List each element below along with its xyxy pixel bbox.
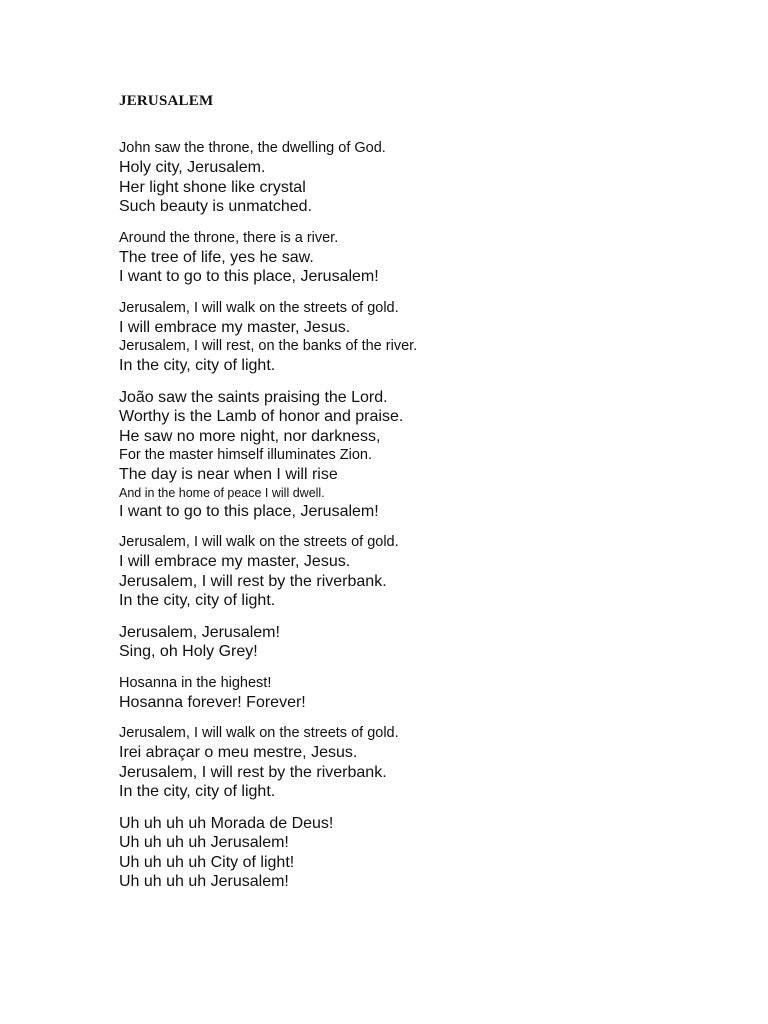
lyric-line: Irei abraçar o meu mestre, Jesus.: [119, 744, 358, 761]
lyric-line: I will embrace my master, Jesus.: [119, 318, 351, 336]
lyric-line: Hosanna forever! Forever!: [119, 693, 306, 711]
lyric-line: In the city, city of light.: [119, 592, 276, 609]
stanza: [119, 724, 739, 802]
lyric-line: In the city, city of light.: [119, 357, 276, 374]
lyric-line: For the master himself illuminates Zion.: [119, 447, 373, 463]
lyric-line: The day is near when I will rise: [119, 466, 338, 483]
lyric-line: Her light shone like crystal: [119, 178, 306, 196]
lyric-line: Jerusalem, I will walk on the streets of gold.: [119, 534, 399, 550]
stanza: [119, 139, 739, 217]
stanza: [119, 623, 739, 662]
stanza: [119, 674, 739, 713]
lyric-line: Jerusalem, I will rest, on the banks of the river.: [119, 338, 418, 354]
lyric-line: He saw no more night, nor darkness,: [119, 427, 381, 445]
lyrics-body: [119, 139, 739, 904]
lyric-line: João saw the saints praising the Lord.: [119, 388, 388, 406]
lyric-line: Uh uh uh uh Morada de Deus!: [119, 814, 334, 832]
lyric-line: Jerusalem, I will rest by the riverbank.: [119, 572, 387, 590]
lyric-line: I want to go to this place, Jerusalem!: [119, 502, 379, 520]
lyric-line: Such beauty is unmatched.: [119, 198, 313, 215]
stanza: [119, 299, 739, 376]
lyric-line: Uh uh uh uh City of light!: [119, 853, 295, 871]
lyric-line: I will embrace my master, Jesus.: [119, 553, 351, 570]
lyric-line: I want to go to this place, Jerusalem!: [119, 268, 379, 285]
lyric-line: Worthy is the Lamb of honor and praise.: [119, 408, 404, 425]
document-title: JERUSALEM: [119, 93, 214, 109]
lyric-line: Around the throne, there is a river.: [119, 229, 339, 246]
stanza: [119, 229, 739, 287]
stanza: [119, 814, 739, 892]
lyric-line: Holy city, Jerusalem.: [119, 159, 266, 176]
lyric-line: The tree of life, yes he saw.: [119, 248, 314, 266]
lyric-line: Jerusalem, Jerusalem!: [119, 623, 280, 641]
lyric-line: Uh uh uh uh Jerusalem!: [119, 873, 289, 890]
lyric-line: And in the home of peace I will dwell.: [119, 485, 325, 500]
lyric-line: Hosanna in the highest!: [119, 674, 272, 691]
stanza: [119, 533, 739, 611]
lyric-line: Jerusalem, I will walk on the streets of gold.: [119, 725, 399, 741]
lyric-line: Jerusalem, I will rest by the riverbank.: [119, 763, 387, 781]
lyric-line: Jerusalem, I will walk on the streets of gold.: [119, 299, 399, 316]
stanza: [119, 388, 739, 522]
lyric-line: In the city, city of light.: [119, 783, 276, 800]
lyric-line: Uh uh uh uh Jerusalem!: [119, 834, 289, 851]
lyric-line: John saw the throne, the dwelling of God.: [119, 140, 386, 156]
lyric-line: Sing, oh Holy Grey!: [119, 643, 258, 660]
